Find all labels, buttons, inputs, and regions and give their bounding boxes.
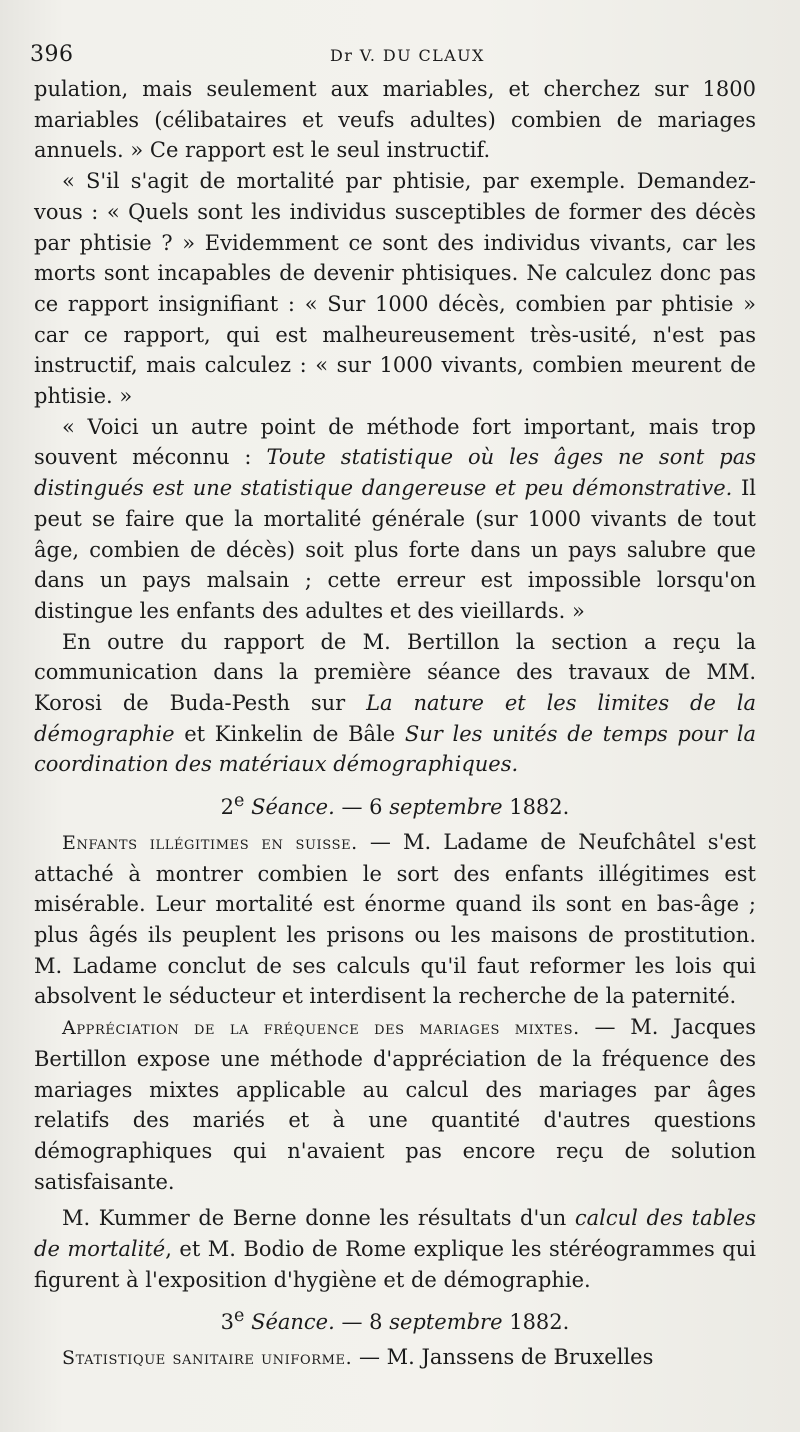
communications-middle: et Kinkelin de Bâle <box>174 721 405 746</box>
page-header <box>30 38 760 72</box>
seance-3-number: 3 <box>220 1310 235 1335</box>
seance-3-dash: — 8 <box>334 1310 390 1335</box>
seance-3-year: 1882. <box>502 1310 570 1335</box>
seance-2-dash: — 6 <box>334 795 390 820</box>
kummer-intro: M. Kummer de Berne donne les résultats d'un <box>62 1206 575 1231</box>
paragraph-kummer-bodio <box>34 1203 756 1295</box>
seance-2-label: Séance. <box>244 795 335 820</box>
seance-2-number: 2 <box>220 795 235 820</box>
seance-3-month: septembre <box>389 1310 503 1335</box>
section-title-enfants: Enfants illégitimes en suisse. <box>62 831 358 854</box>
paragraph-mariables: pulation, mais seulement aux mariables, et cherchez sur 1800 mariables (célibataires et veufs adultes) combien de mariages annuels. » Ce rapport est le seul instructif. <box>34 77 756 163</box>
seance-heading-3 <box>34 1301 756 1338</box>
paragraph-methode-rest: Il peut se faire que la mortalité générale (sur 1000 vivants de tout âge, combien de décès) soit plus forte dans un pays salubre que dans un pays malsain ; cette erreur est impossible lorsqu'on distingue les enfants des adultes et des vieillards. » <box>34 476 757 623</box>
kummer-rest: , et M. Bodio de Rome explique les stéréogrammes qui figurent à l'exposition d'hygiène et de démographie. <box>34 1237 756 1292</box>
paragraph-mariages-mixtes <box>34 1012 756 1197</box>
paragraph-enfants-text: — M. Ladame de Neufchâtel s'est attaché à montrer combien le sort des enfants illégitimes est misérable. Leur mortalité est énorme quand ils sont en bas-âge ; plus âgés ils peuplent les prisons ou les maisons de prostitution. M. Ladame conclut de ses calculs qu'il faut reformer les lois qui absolvent le séducteur et interdisent la recherche de la paternité. <box>34 829 756 1009</box>
paragraph-methode-emphasis: Toute statistique où les âges ne sont pas distingués est une statistique dangereuse et peu démonstrative. <box>34 445 756 501</box>
communications-title-kinkelin: Sur les unités de temps pour la coordination des matériaux démographiques. <box>34 721 757 777</box>
seance-2-year: 1882. <box>502 795 570 820</box>
paragraph-mariages-text: — M. Jacques Bertillon expose une méthode d'appréciation de la fréquence des mariages mixtes applicable au calcul des mariages par âges relatifs des mariés et à une quantité d'autres questions démographiques qui n'avaient pas encore reçu de solution satisfaisante. <box>34 1015 757 1194</box>
communications-intro: En outre du rapport de M. Bertillon la section a reçu la communication dans la première séance des travaux de MM. Korosi de Buda-Pesth sur <box>34 629 756 716</box>
paragraph-communications <box>34 627 756 781</box>
section-title-statistique: Statistique sanitaire uniforme. <box>62 1347 353 1370</box>
paragraph-methode <box>34 412 756 627</box>
paragraph-statistique-sanitaire <box>34 1342 756 1374</box>
page-number: 396 <box>30 42 74 67</box>
paragraph-methode-intro: « Voici un autre point de méthode fort important, mais trop souvent méconnu : <box>34 414 756 470</box>
seance-heading-2 <box>34 786 756 823</box>
paragraph-enfants-illegitimes <box>34 827 756 1012</box>
paragraph-phtisie: « S'il s'agit de mortalité par phtisie, par exemple. Demandez-vous : « Quels sont les individus susceptibles de former des décès par phtisie ? » Evidemment ce sont des individus vivants, car les morts sont incapables de devenir phtisiques. Ne calculez donc pas ce rapport insignifiant : « Sur 1000 décès, combien par phtisie » car ce rapport, qui est malheureusement très-usité, n'est pas instructif, mais calculez : « sur 1000 vivants, combien meurent de phtisie. » <box>34 169 756 409</box>
body-text <box>34 74 756 1374</box>
running-head: Dr V. DU CLAUX <box>330 46 485 65</box>
seance-3-superscript: e <box>234 1306 245 1327</box>
seance-2-month: septembre <box>389 795 503 820</box>
seance-2-superscript: e <box>234 791 245 812</box>
kummer-title: calcul des tables de mortalité <box>34 1206 756 1262</box>
paragraph-statistique-text: — M. Janssens de Bruxelles <box>352 1345 654 1370</box>
seance-3-label: Séance. <box>244 1310 335 1335</box>
communications-title-korosi: La nature et les limites de la démographie <box>34 691 757 746</box>
section-title-mariages: Appréciation de la fréquence des mariages mixtes. <box>62 1017 580 1040</box>
